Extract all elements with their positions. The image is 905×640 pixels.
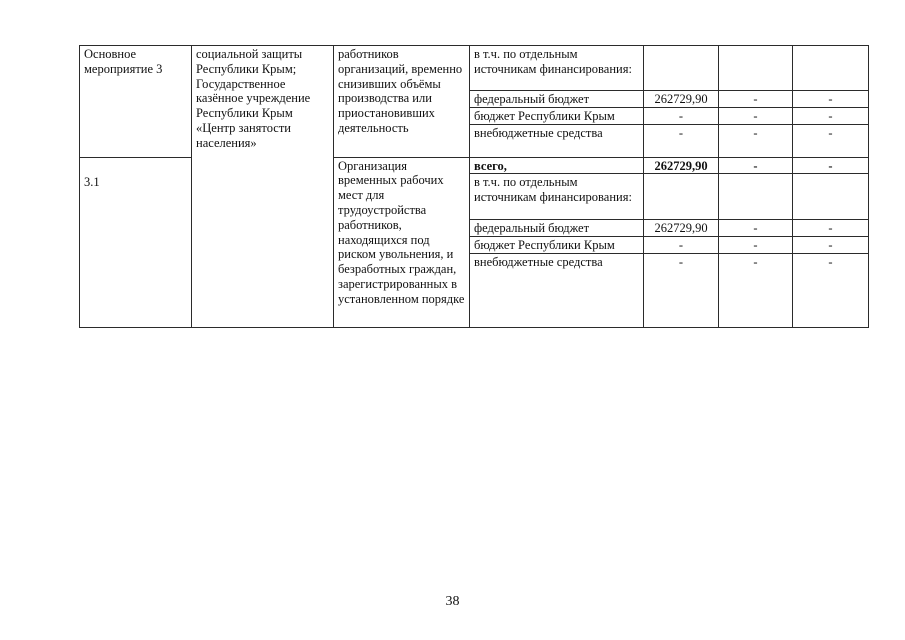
amount-cell: - [793, 220, 869, 237]
description-cell-top [334, 46, 470, 158]
amount-cell [719, 46, 793, 91]
executor-cell [192, 46, 334, 328]
amount-cell: - [793, 91, 869, 108]
amount-cell [719, 174, 793, 220]
source-cell: внебюджетные средства [470, 253, 644, 327]
amount-cell: - [644, 124, 719, 157]
amount-cell: - [793, 124, 869, 157]
amount-cell: - [644, 253, 719, 327]
sub-activity-cell [80, 157, 192, 327]
source-cell: внебюджетные средства [470, 124, 644, 157]
amount-cell: - [644, 107, 719, 124]
amount-cell: - [719, 91, 793, 108]
amount-cell: 262729,90 [644, 91, 719, 108]
amount-cell: - [793, 157, 869, 174]
amount-cell: - [719, 220, 793, 237]
amount-cell: - [793, 237, 869, 254]
amount-cell: - [719, 107, 793, 124]
amount-cell: - [719, 253, 793, 327]
main-activity-cell [80, 46, 192, 158]
amount-cell: - [719, 237, 793, 254]
source-cell: в т.ч. по отдельным источникам финансирования: [470, 174, 644, 220]
source-cell: федеральный бюджет [470, 91, 644, 108]
sub-activity-number: 3.1 [84, 174, 100, 189]
amount-cell [793, 174, 869, 220]
amount-cell: - [719, 157, 793, 174]
amount-cell [644, 46, 719, 91]
description-text-top: работников организаций, временно снизивших объёмы производства или приостановивших деятельность [338, 47, 463, 135]
source-cell: бюджет Республики Крым [470, 107, 644, 124]
description-cell-bottom [334, 157, 470, 327]
amount-cell: 262729,90 [644, 157, 719, 174]
source-cell: бюджет Республики Крым [470, 237, 644, 254]
page-number: 38 [445, 594, 460, 609]
financing-table [79, 45, 869, 328]
amount-cell [644, 174, 719, 220]
total-label: всего, [470, 157, 644, 174]
amount-cell: - [644, 237, 719, 254]
executor-text: социальной защиты Республики Крым; Государственное казённое учреждение Республики Крым «Центр занятости населения» [196, 47, 311, 150]
main-activity-label: Основное мероприятие 3 [84, 47, 163, 76]
description-text-bottom: Организация временных рабочих мест для трудоустройства работников, находящихся под риском увольнения, и безработных граждан, зарегистрированных в установленном порядке [338, 158, 465, 306]
source-cell: федеральный бюджет [470, 220, 644, 237]
amount-cell: 262729,90 [644, 220, 719, 237]
source-cell [470, 46, 644, 91]
amount-cell [793, 46, 869, 91]
amount-cell: - [793, 107, 869, 124]
amount-cell: - [719, 124, 793, 157]
amount-cell: - [793, 253, 869, 327]
source-label: в т.ч. по отдельным источникам финансирования: [474, 47, 632, 76]
